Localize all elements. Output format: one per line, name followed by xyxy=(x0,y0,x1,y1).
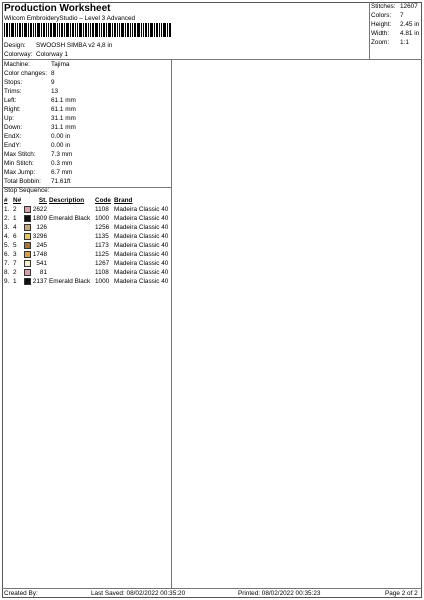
row-brand: Madeira Classic 40 xyxy=(114,206,169,213)
summary-value: 12607 xyxy=(400,3,418,10)
row-needle: 2 xyxy=(13,206,17,213)
header-description: Description xyxy=(49,197,85,204)
color-swatch xyxy=(24,206,31,213)
machine-info-label: EndX: xyxy=(4,133,22,140)
row-stitches: 3296 xyxy=(32,233,47,240)
row-description xyxy=(49,250,95,259)
summary-value: 1:1 xyxy=(400,39,409,46)
row-needle: 3 xyxy=(13,251,17,258)
machine-info-label: Max Stitch: xyxy=(4,151,36,158)
stop-sequence-table xyxy=(4,196,174,286)
machine-info-value: 71.61ft xyxy=(51,178,71,185)
row-description xyxy=(49,223,95,232)
row-num: 9. xyxy=(4,278,10,285)
row-num: 1. xyxy=(4,206,10,213)
machine-info-value: 0.00 in xyxy=(51,133,71,140)
page-title: Production Worksheet xyxy=(4,3,111,14)
machine-info-label: Up: xyxy=(4,115,14,122)
table-row xyxy=(4,205,174,214)
machine-info-value: 8 xyxy=(51,70,55,77)
row-stitches: 2137 xyxy=(32,278,47,285)
table-row xyxy=(4,232,174,241)
header-bottom-line xyxy=(2,59,422,60)
row-brand: Madeira Classic 40 xyxy=(114,215,169,222)
row-description xyxy=(49,241,95,250)
row-num: 2. xyxy=(4,215,10,222)
machine-info-value: 31.1 mm xyxy=(51,115,76,122)
footer-page-number: Page 2 of 2 xyxy=(385,590,418,597)
row-stitches: 81 xyxy=(39,269,47,276)
summary-value: 7 xyxy=(400,12,404,19)
row-num: 6. xyxy=(4,251,10,258)
footer-created-by: Created By: xyxy=(4,590,38,597)
row-stitches: 541 xyxy=(36,260,47,267)
row-num: 4. xyxy=(4,233,10,240)
machine-info-value: 7.3 mm xyxy=(51,151,73,158)
row-code: 1125 xyxy=(95,251,109,258)
row-swatch xyxy=(24,223,31,232)
header-brand: Brand xyxy=(114,197,133,204)
machine-info-value: 31.1 mm xyxy=(51,124,76,131)
row-description xyxy=(49,205,95,214)
header-st: St. xyxy=(38,197,47,204)
machine-info-value: 6.7 mm xyxy=(51,169,73,176)
row-code: 1267 xyxy=(95,260,110,267)
table-row xyxy=(4,250,174,259)
row-stitches: 2622 xyxy=(32,206,47,213)
row-brand: Madeira Classic 40 xyxy=(114,278,169,285)
table-row xyxy=(4,214,174,223)
page-frame xyxy=(2,2,422,598)
row-description xyxy=(49,259,95,268)
row-description xyxy=(49,268,95,277)
row-num: 8. xyxy=(4,269,10,276)
row-num: 5. xyxy=(4,242,10,249)
colorway-value: Colorway 1 xyxy=(36,51,68,58)
footer-top-line xyxy=(2,588,422,589)
machine-info-value: 61.1 mm xyxy=(51,106,76,113)
machine-info-label: Max Jump: xyxy=(4,169,36,176)
header-swatch xyxy=(24,196,31,205)
machine-info-value: 9 xyxy=(51,79,55,86)
color-swatch xyxy=(24,269,31,276)
machine-info-label: Down: xyxy=(4,124,23,131)
machine-info-label: Machine: xyxy=(4,61,30,68)
row-num: 3. xyxy=(4,224,10,231)
machine-info-label: Stops: xyxy=(4,79,23,86)
summary-value: 4.81 in xyxy=(400,30,420,37)
summary-label: Zoom: xyxy=(371,39,390,46)
machine-info-label: Trims: xyxy=(4,88,22,95)
row-needle: 4 xyxy=(13,224,17,231)
row-needle: 1 xyxy=(13,215,17,222)
color-swatch xyxy=(24,278,31,285)
summary-value: 2.45 in xyxy=(400,21,420,28)
machine-info-value: Tajima xyxy=(51,61,70,68)
row-swatch xyxy=(24,268,31,277)
table-row xyxy=(4,277,174,286)
barcode xyxy=(4,23,172,39)
machine-info-label: Min Stitch: xyxy=(4,160,34,167)
row-code: 1108 xyxy=(95,206,109,213)
machine-info-label: EndY: xyxy=(4,142,22,149)
color-swatch xyxy=(24,251,31,258)
row-num: 7. xyxy=(4,260,10,267)
stop-sequence-title: Stop Sequence: xyxy=(4,187,50,194)
row-swatch xyxy=(24,259,31,268)
software-subtitle: Wilcom EmbroideryStudio – Level 3 Advanced xyxy=(4,15,136,22)
table-row xyxy=(4,268,174,277)
row-stitches: 126 xyxy=(36,224,47,231)
row-brand: Madeira Classic 40 xyxy=(114,251,169,258)
row-brand: Madeira Classic 40 xyxy=(114,269,169,276)
row-needle: 6 xyxy=(13,233,17,240)
row-stitches: 1809 xyxy=(32,215,47,222)
row-brand: Madeira Classic 40 xyxy=(114,242,169,249)
row-description xyxy=(49,232,95,241)
color-swatch xyxy=(24,260,31,267)
machine-info-value: 0.00 in xyxy=(51,142,71,149)
design-label: Design: xyxy=(4,42,26,49)
row-brand: Madeira Classic 40 xyxy=(114,260,169,267)
row-needle: 1 xyxy=(13,278,17,285)
row-swatch xyxy=(24,232,31,241)
row-code: 1000 xyxy=(95,278,110,285)
row-swatch xyxy=(24,277,31,286)
color-swatch xyxy=(24,242,31,249)
table-header-row xyxy=(4,196,174,205)
row-code: 1135 xyxy=(95,233,109,240)
machine-info-label: Total Bobbin: xyxy=(4,178,41,185)
machine-info-label: Color changes: xyxy=(4,70,47,77)
row-description: Emerald Black xyxy=(49,278,91,285)
summary-divider xyxy=(369,2,370,59)
machine-info-label: Right: xyxy=(4,106,21,113)
summary-label: Colors: xyxy=(371,12,392,19)
row-code: 1108 xyxy=(95,269,109,276)
row-description: Emerald Black xyxy=(49,215,91,222)
row-swatch xyxy=(24,241,31,250)
table-row xyxy=(4,259,174,268)
row-needle: 7 xyxy=(13,260,17,267)
row-swatch xyxy=(24,214,31,223)
footer-last-saved: Last Saved: 08/02/2022 00:35:20 xyxy=(91,590,186,597)
header-code: Code xyxy=(95,197,111,204)
table-row xyxy=(4,223,174,232)
row-code: 1256 xyxy=(95,224,110,231)
color-swatch xyxy=(24,215,31,222)
row-swatch xyxy=(24,250,31,259)
machine-info-value: 0.3 mm xyxy=(51,160,73,167)
row-stitches: 1748 xyxy=(32,251,47,258)
row-stitches: 245 xyxy=(36,242,47,249)
row-code: 1173 xyxy=(95,242,109,249)
header-num: # xyxy=(4,197,8,204)
row-code: 1000 xyxy=(95,215,110,222)
summary-label: Width: xyxy=(371,30,390,37)
color-swatch xyxy=(24,224,31,231)
header-n: N# xyxy=(13,197,22,204)
row-needle: 5 xyxy=(13,242,17,249)
row-brand: Madeira Classic 40 xyxy=(114,224,169,231)
row-needle: 2 xyxy=(13,269,17,276)
summary-label: Stitches: xyxy=(371,3,396,10)
summary-label: Height: xyxy=(371,21,392,28)
table-row xyxy=(4,241,174,250)
footer-printed: Printed: 08/02/2022 00:35:23 xyxy=(238,590,321,597)
row-brand: Madeira Classic 40 xyxy=(114,233,169,240)
colorway-label: Colorway: xyxy=(4,51,33,58)
left-column-divider xyxy=(171,59,172,588)
design-value: SWOOSH SIMBA v2 4,8 in xyxy=(36,42,113,49)
machine-info-value: 13 xyxy=(51,88,59,95)
color-swatch xyxy=(24,233,31,240)
machine-info-label: Left: xyxy=(4,97,17,104)
machine-info-value: 61.1 mm xyxy=(51,97,76,104)
row-swatch xyxy=(24,205,31,214)
